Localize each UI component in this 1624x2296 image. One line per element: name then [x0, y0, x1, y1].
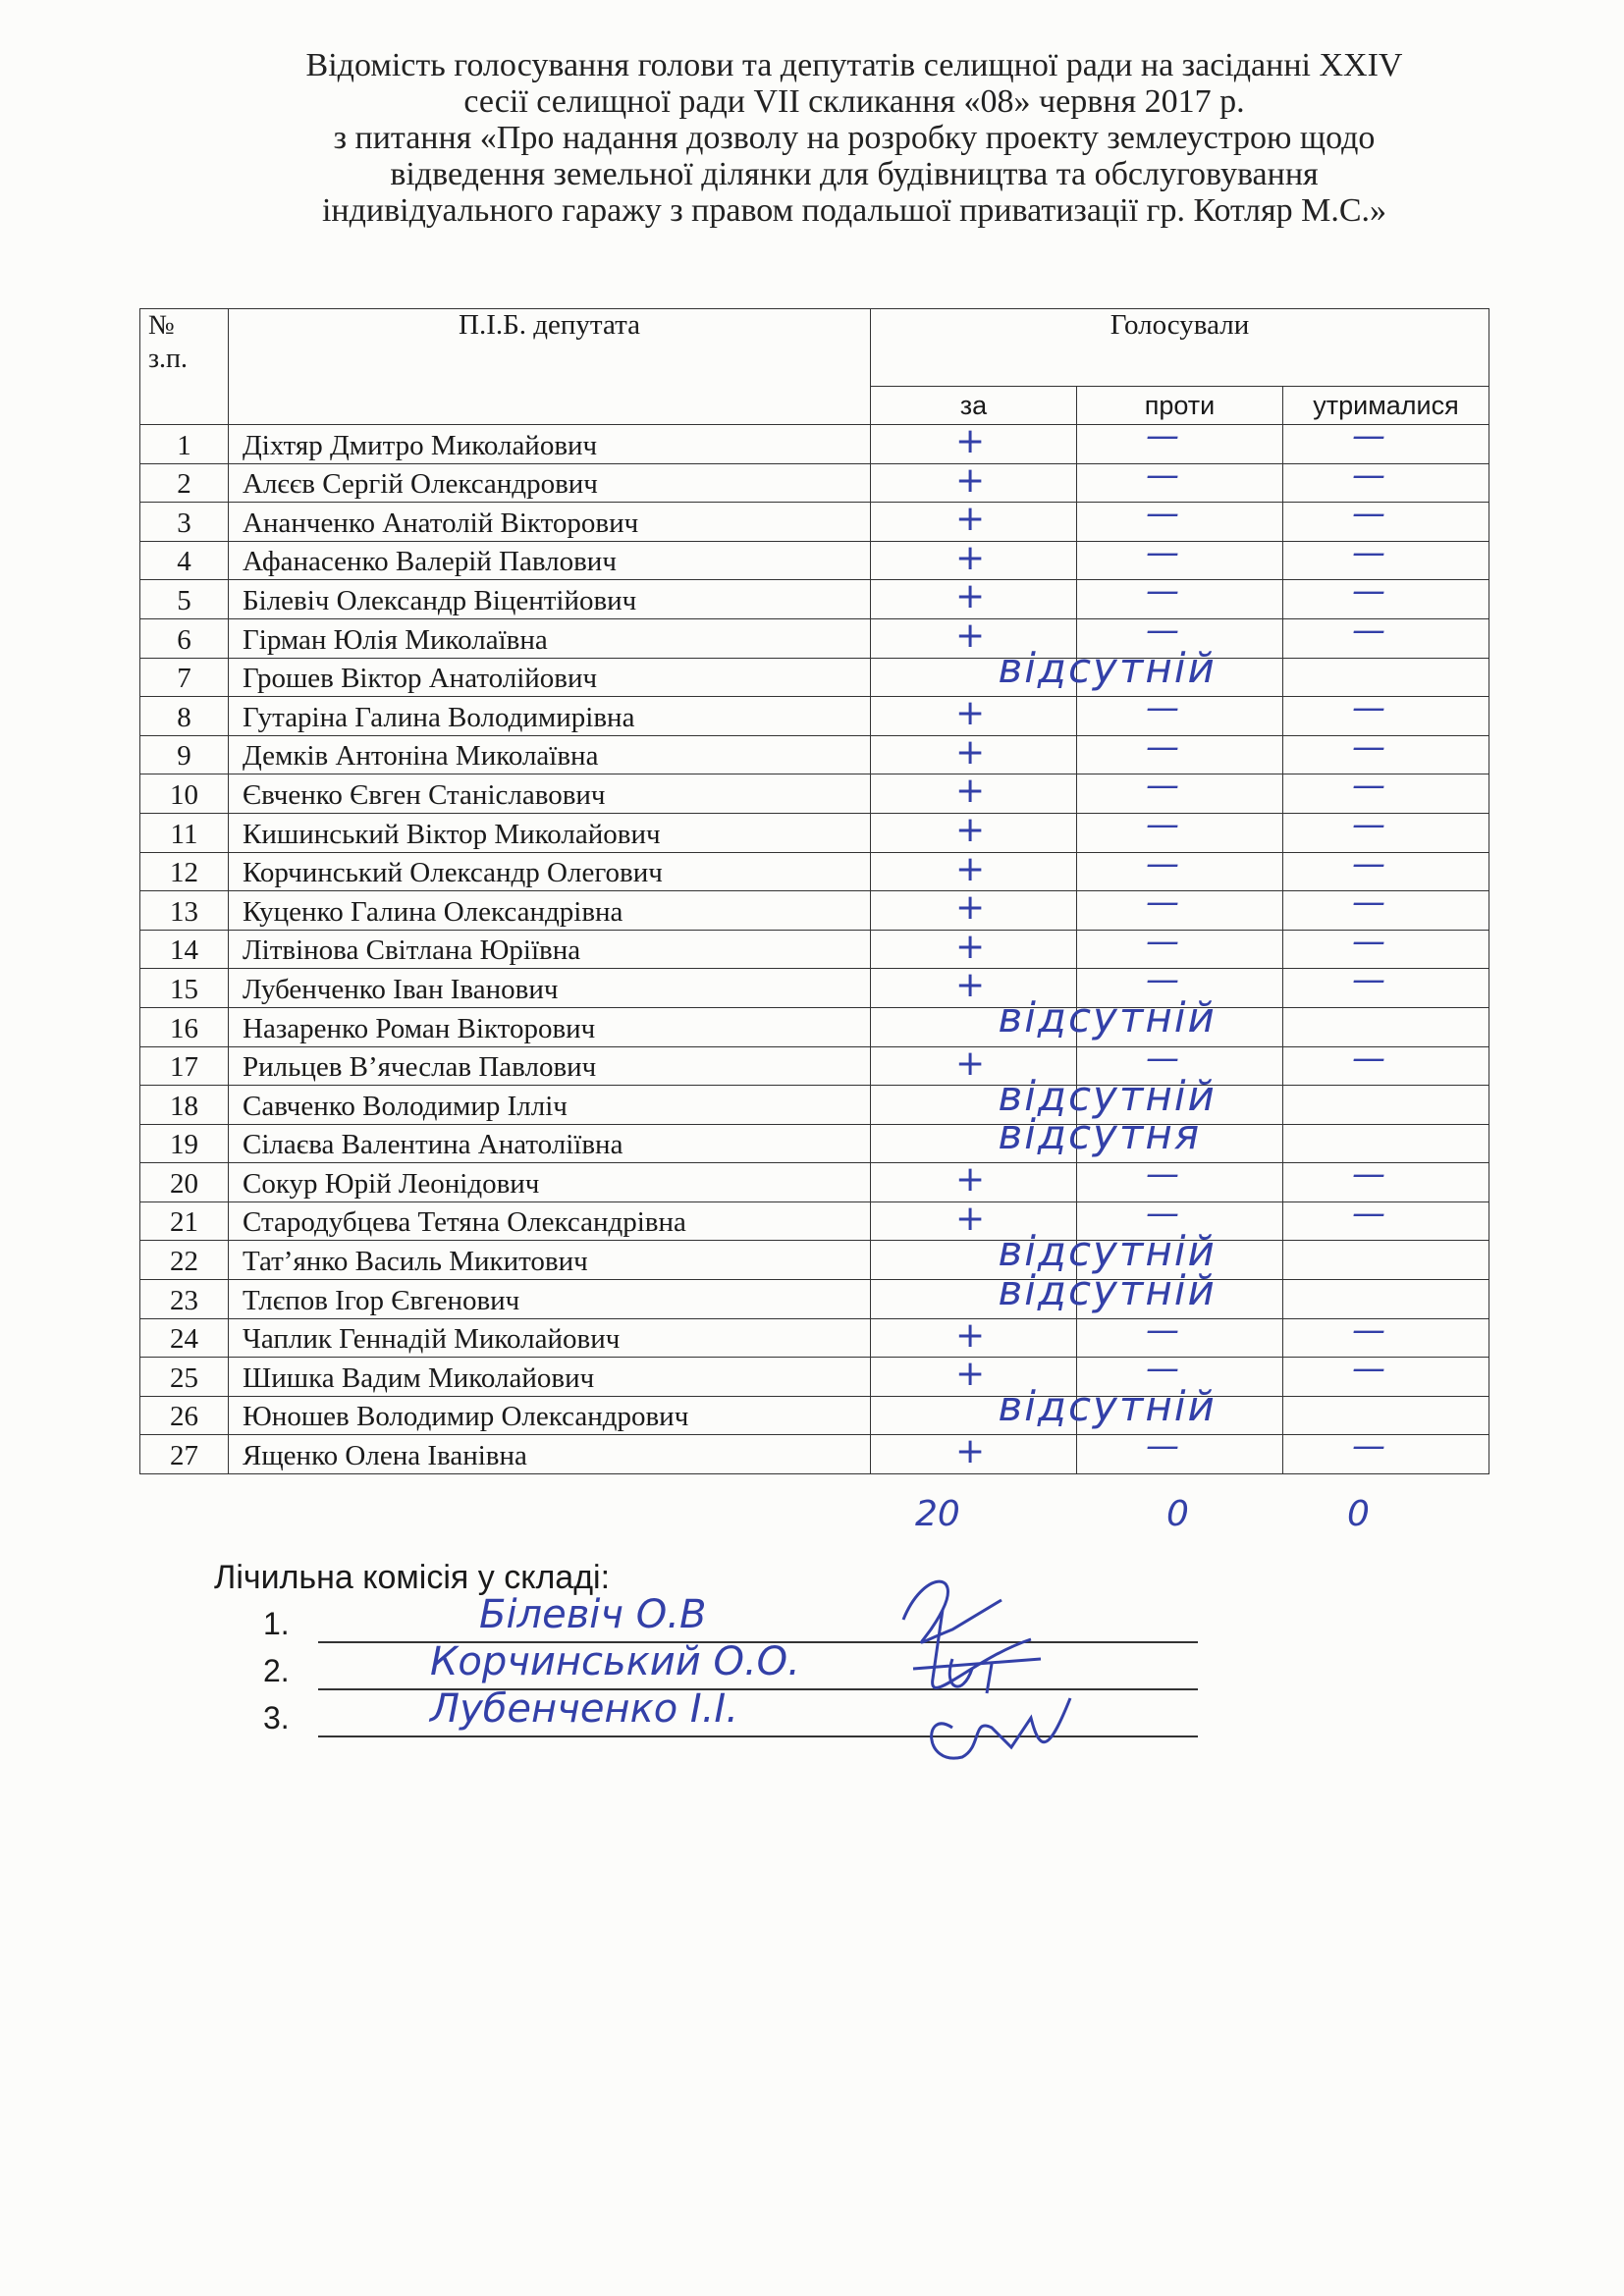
title-line-2: сесії селищної ради VII скликання «08» червня 2017 р.: [463, 83, 1245, 120]
vote-against-mark: —: [1146, 1193, 1179, 1233]
cell-abstained: [1283, 1124, 1489, 1163]
cell-for: [871, 771, 1077, 814]
vote-against-mark: —: [1146, 1349, 1179, 1389]
cell-abstained: [1283, 1007, 1489, 1046]
table-row: [140, 658, 1489, 697]
cell-abstained: [1283, 494, 1489, 542]
total-for: 20: [915, 1494, 960, 1534]
table-row: [140, 813, 1489, 852]
cell-abstained: [1283, 1349, 1489, 1397]
cell-abstained: [1283, 1241, 1489, 1280]
table-row: [140, 541, 1489, 580]
cell-for: [871, 1159, 1077, 1202]
table-row: [140, 891, 1489, 931]
table-row: [140, 774, 1489, 814]
vote-abstained-mark: —: [1352, 610, 1385, 650]
header-for: за: [871, 387, 1077, 425]
vote-abstained-mark: —: [1352, 726, 1385, 767]
table-row: [140, 852, 1489, 891]
vote-abstained-mark: —: [1352, 1426, 1385, 1467]
absent-note: відсутній: [998, 1226, 1217, 1275]
vote-against-mark: —: [1146, 454, 1179, 495]
cell-abstained: [1283, 454, 1489, 503]
deputy-name: Кишинський Віктор Миколайович: [229, 813, 871, 852]
cell-for: [871, 809, 1077, 852]
table-row: [140, 1201, 1489, 1241]
table-row: [140, 580, 1489, 619]
cell-for: [871, 887, 1077, 931]
vote-abstained-mark: —: [1352, 1038, 1385, 1078]
row-number: 1: [140, 425, 229, 464]
member-name: Корчинський О.О.: [430, 1639, 800, 1684]
cell-abstained: [1283, 532, 1489, 580]
vote-against-mark: —: [1146, 532, 1179, 572]
vote-abstained-mark: —: [1352, 1309, 1385, 1350]
cell-against: [1077, 1426, 1283, 1474]
vote-for-mark: +: [955, 1354, 986, 1395]
member-index: 1.: [263, 1606, 290, 1641]
vote-for-mark: +: [955, 809, 986, 850]
vote-totals: [0, 1494, 1624, 1543]
deputy-name: Гірман Юлія Миколаївна: [229, 618, 871, 658]
table-row: [140, 1241, 1489, 1280]
cell-abstained: [1283, 1086, 1489, 1125]
vote-abstained-mark: —: [1352, 766, 1385, 806]
title-line-4: відведення земельної ділянки для будівництва та обслуговування: [390, 156, 1319, 192]
cell-against: [1077, 921, 1283, 969]
cell-for: [871, 537, 1077, 580]
table-row: [140, 1396, 1489, 1435]
cell-for: [871, 848, 1077, 891]
cell-against: [1077, 688, 1283, 736]
vote-against-mark: —: [1146, 921, 1179, 961]
table-row: [140, 618, 1489, 658]
vote-abstained-mark: —: [1352, 688, 1385, 728]
vote-abstained-mark: —: [1352, 416, 1385, 455]
vote-against-mark: —: [1146, 960, 1179, 1000]
cell-for: [871, 576, 1077, 619]
vote-for-mark: +: [955, 887, 986, 929]
vote-against-mark: —: [1146, 1154, 1179, 1195]
deputy-name: Тат’янко Василь Микитович: [229, 1241, 871, 1280]
vote-for-mark: +: [955, 1159, 986, 1201]
vote-for-mark: +: [955, 1198, 986, 1239]
vote-abstained-mark: —: [1352, 882, 1385, 923]
row-number: 16: [140, 1007, 229, 1046]
cell-abstained: [1283, 1280, 1489, 1319]
row-number: 8: [140, 697, 229, 736]
cell-abstained: [1283, 416, 1489, 464]
deputy-name: Демків Антоніна Миколаївна: [229, 735, 871, 774]
table-row: [140, 425, 1489, 464]
deputy-name: Гутаріна Галина Володимирівна: [229, 697, 871, 736]
deputy-name: Назаренко Роман Вікторович: [229, 1007, 871, 1046]
cell-against: [1077, 571, 1283, 619]
vote-for-mark: +: [955, 614, 986, 656]
cell-against: [1077, 726, 1283, 774]
vote-against-mark: —: [1146, 1038, 1179, 1078]
cell-abstained: [1283, 766, 1489, 814]
vote-for-mark: +: [955, 576, 986, 617]
row-number: 25: [140, 1358, 229, 1397]
row-number: 23: [140, 1280, 229, 1319]
header-number-abbr: з.п.: [148, 344, 189, 374]
table-row: [140, 1046, 1489, 1086]
header-abstained: утрималися: [1283, 387, 1489, 425]
deputy-name: Куценко Галина Олександрівна: [229, 891, 871, 931]
row-number: 17: [140, 1046, 229, 1086]
cell-abstained: [1283, 688, 1489, 736]
vote-abstained-mark: —: [1352, 532, 1385, 572]
table-row: [140, 1280, 1489, 1319]
header-against: проти: [1077, 387, 1283, 425]
table-row: [140, 697, 1489, 736]
vote-abstained-mark: —: [1352, 843, 1385, 883]
cell-against: [1077, 494, 1283, 542]
vote-abstained-mark: —: [1352, 921, 1385, 961]
row-number: 26: [140, 1396, 229, 1435]
absent-note: відсутній: [998, 993, 1217, 1042]
row-number: 9: [140, 735, 229, 774]
row-number: 15: [140, 969, 229, 1008]
cell-for: [871, 459, 1077, 503]
member-name: Білевіч О.В: [479, 1592, 707, 1637]
vote-abstained-mark: —: [1352, 494, 1385, 534]
cell-abstained: [1283, 1396, 1489, 1435]
signatures: [884, 1561, 1139, 1796]
cell-for: [871, 926, 1077, 969]
row-number: 12: [140, 852, 229, 891]
vote-for-mark: +: [955, 537, 986, 578]
cell-against: [1077, 1309, 1283, 1358]
vote-against-mark: —: [1146, 1426, 1179, 1467]
table-row: [140, 930, 1489, 969]
cell-abstained: [1283, 726, 1489, 774]
cell-abstained: [1283, 1426, 1489, 1474]
deputy-name: Ананченко Анатолій Вікторович: [229, 503, 871, 542]
deputy-name: Юношев Володимир Олександрович: [229, 1396, 871, 1435]
row-number: 11: [140, 813, 229, 852]
deputy-name: Лубенченко Іван Іванович: [229, 969, 871, 1008]
row-number: 3: [140, 503, 229, 542]
vote-for-mark: +: [955, 1042, 986, 1084]
header-voted: Голосували: [871, 309, 1489, 387]
vote-for-mark: +: [955, 731, 986, 773]
deputy-name: Корчинський Олександр Олегович: [229, 852, 871, 891]
cell-abstained: [1283, 882, 1489, 931]
cell-abstained: [1283, 921, 1489, 969]
cell-against: [1077, 416, 1283, 464]
vote-for-mark: +: [955, 771, 986, 812]
cell-against: [1077, 882, 1283, 931]
cell-abstained: [1283, 960, 1489, 1008]
total-abstained: 0: [1347, 1494, 1370, 1534]
table-row: [140, 735, 1489, 774]
vote-for-mark: +: [955, 848, 986, 889]
row-number: 6: [140, 618, 229, 658]
vote-against-mark: —: [1146, 726, 1179, 767]
table-row: [140, 1318, 1489, 1358]
vote-against-mark: —: [1146, 882, 1179, 923]
vote-against-mark: —: [1146, 804, 1179, 844]
cell-against: [1077, 532, 1283, 580]
header-number: [140, 309, 229, 425]
row-number: 20: [140, 1163, 229, 1202]
total-against: 0: [1166, 1494, 1189, 1534]
vote-against-mark: —: [1146, 766, 1179, 806]
row-number: 2: [140, 463, 229, 503]
deputy-name: Літвінова Світлана Юріївна: [229, 930, 871, 969]
vote-abstained-mark: —: [1352, 1349, 1385, 1389]
deputy-name: Алєєв Сергій Олександрович: [229, 463, 871, 503]
absent-note: відсутня: [998, 1110, 1202, 1159]
vote-for-mark: +: [955, 421, 986, 461]
deputy-name: Сілаєва Валентина Анатоліївна: [229, 1124, 871, 1163]
cell-for: [871, 1314, 1077, 1358]
cell-abstained: [1283, 571, 1489, 619]
table-row: [140, 1007, 1489, 1046]
title-line-3: з питання «Про надання дозволу на розробку проекту землеустрою щодо: [333, 120, 1376, 156]
table-row: [140, 969, 1489, 1008]
counting-commission-label: Лічильна комісія у складі:: [214, 1559, 611, 1596]
vote-against-mark: —: [1146, 610, 1179, 650]
vote-abstained-mark: —: [1352, 1154, 1385, 1195]
vote-against-mark: —: [1146, 571, 1179, 612]
cell-against: [1077, 766, 1283, 814]
cell-for: [871, 731, 1077, 774]
vote-for-mark: +: [955, 499, 986, 540]
deputy-name: Стародубцева Тетяна Олександрівна: [229, 1201, 871, 1241]
deputy-name: Євченко Євген Станіславович: [229, 774, 871, 814]
cell-abstained: [1283, 610, 1489, 658]
table-row: [140, 1358, 1489, 1397]
cell-for: [871, 421, 1077, 464]
voting-table: [139, 308, 1489, 1474]
title-line-1: Відомість голосування голови та депутатів селищної ради на засіданні XXIV: [305, 47, 1403, 83]
deputy-name: Ященко Олена Іванівна: [229, 1435, 871, 1474]
table-row: [140, 1086, 1489, 1125]
member-index: 2.: [263, 1653, 290, 1688]
row-number: 22: [140, 1241, 229, 1280]
cell-abstained: [1283, 1309, 1489, 1358]
cell-against: [1077, 843, 1283, 891]
vote-against-mark: —: [1146, 416, 1179, 455]
row-number: 14: [140, 930, 229, 969]
deputy-name: Діхтяр Дмитро Миколайович: [229, 425, 871, 464]
member-index: 3.: [263, 1700, 290, 1735]
deputy-name: Тлєпов Ігор Євгенович: [229, 1280, 871, 1319]
absent-note: відсутній: [998, 644, 1217, 693]
absent-note: відсутній: [998, 1382, 1217, 1431]
vote-abstained-mark: —: [1352, 454, 1385, 495]
vote-for-mark: +: [955, 1314, 986, 1356]
table-row: [140, 1124, 1489, 1163]
row-number: 19: [140, 1124, 229, 1163]
table-row: [140, 1163, 1489, 1202]
vote-against-mark: —: [1146, 688, 1179, 728]
deputy-name: Рильцев В’ячеслав Павлович: [229, 1046, 871, 1086]
document-title: [167, 47, 1542, 229]
row-number: 18: [140, 1086, 229, 1125]
row-number: 24: [140, 1318, 229, 1358]
vote-for-mark: +: [955, 1431, 986, 1472]
cell-against: [1077, 804, 1283, 852]
row-number: 27: [140, 1435, 229, 1474]
table-row: [140, 1435, 1489, 1474]
table-row: [140, 463, 1489, 503]
vote-for-mark: +: [955, 459, 986, 501]
deputy-name: Білевіч Олександр Віцентійович: [229, 580, 871, 619]
row-number: 21: [140, 1201, 229, 1241]
row-number: 13: [140, 891, 229, 931]
header-number-sign: №: [148, 310, 175, 341]
cell-for: [871, 499, 1077, 542]
deputy-name: Сокур Юрій Леонідович: [229, 1163, 871, 1202]
vote-against-mark: —: [1146, 494, 1179, 534]
cell-for: [871, 693, 1077, 736]
deputy-name: Афанасенко Валерій Павлович: [229, 541, 871, 580]
cell-abstained: [1283, 1038, 1489, 1086]
cell-against: [1077, 1154, 1283, 1202]
vote-abstained-mark: —: [1352, 960, 1385, 1000]
deputy-name: Чаплик Геннадій Миколайович: [229, 1318, 871, 1358]
cell-abstained: [1283, 1193, 1489, 1241]
cell-abstained: [1283, 1154, 1489, 1202]
cell-for: [871, 1431, 1077, 1474]
vote-for-mark: +: [955, 926, 986, 967]
vote-abstained-mark: —: [1352, 571, 1385, 612]
cell-against: [1077, 454, 1283, 503]
vote-abstained-mark: —: [1352, 804, 1385, 844]
vote-abstained-mark: —: [1352, 1193, 1385, 1233]
row-number: 7: [140, 658, 229, 697]
vote-for-mark: +: [955, 693, 986, 734]
cell-abstained: [1283, 658, 1489, 697]
vote-against-mark: —: [1146, 1309, 1179, 1350]
row-number: 5: [140, 580, 229, 619]
vote-for-mark: +: [955, 965, 986, 1006]
cell-abstained: [1283, 843, 1489, 891]
deputy-name: Шишка Вадим Миколайович: [229, 1358, 871, 1397]
row-number: 4: [140, 541, 229, 580]
table-row: [140, 503, 1489, 542]
absent-note: відсутній: [998, 1071, 1217, 1120]
title-line-5: індивідуального гаражу з правом подальшої приватизації гр. Котляр М.С.»: [321, 192, 1387, 229]
deputy-name: Савченко Володимир Ілліч: [229, 1086, 871, 1125]
deputy-name: Грошев Віктор Анатолійович: [229, 658, 871, 697]
cell-abstained: [1283, 804, 1489, 852]
absent-note: відсутній: [998, 1265, 1217, 1314]
vote-against-mark: —: [1146, 843, 1179, 883]
row-number: 10: [140, 774, 229, 814]
member-name: Лубенченко І.І.: [430, 1686, 738, 1732]
header-name: П.І.Б. депутата: [229, 309, 871, 425]
